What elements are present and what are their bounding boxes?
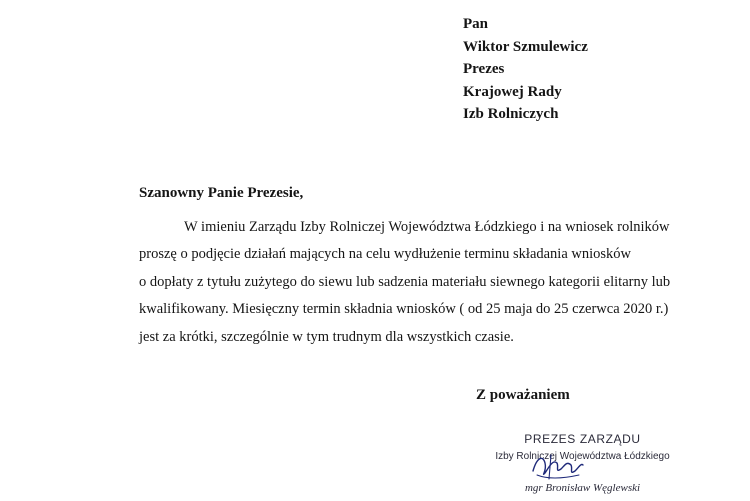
letter-body: [139, 214, 711, 351]
stamp-title: PREZES ZARZĄDU: [524, 432, 641, 446]
body-line-1: W imieniu Zarządu Izby Rolniczej Województwa Łódzkiego i na wniosek rolników: [184, 219, 670, 235]
body-line-2: proszę o podjęcie działań mających na celu wydłużenie terminu składania wniosków: [139, 246, 632, 263]
stamp-organization: Izby Rolniczej Województwa Łódzkiego: [495, 451, 670, 462]
recipient-line-1: Pan: [463, 16, 489, 32]
body-line-4: kwalifikowany. Miesięczny termin składnia wniosków ( od 25 maja do 25 czerwca 2020 r.): [139, 301, 669, 318]
recipient-line-4: Krajowej Rady: [463, 83, 562, 100]
recipient-line-2: Wiktor Szmulewicz: [463, 38, 588, 55]
recipient-address: [463, 13, 588, 126]
handwritten-signature: [527, 449, 587, 485]
salutation: Szanowny Panie Prezesie,: [139, 185, 304, 201]
recipient-line-5: Izb Rolniczych: [463, 106, 559, 122]
closing: Z poważaniem: [476, 387, 570, 403]
body-line-3: o dopłaty z tytułu zużytego do siewu lub sadzenia materiału siewnego kategorii elitarny lub: [139, 273, 671, 290]
recipient-line-3: Prezes: [463, 61, 505, 77]
body-line-5: jest za krótki, szczególnie w tym trudnym dla wszystkich czasie.: [139, 328, 514, 345]
stamp-name: mgr Bronisław Węglewski: [524, 482, 641, 494]
